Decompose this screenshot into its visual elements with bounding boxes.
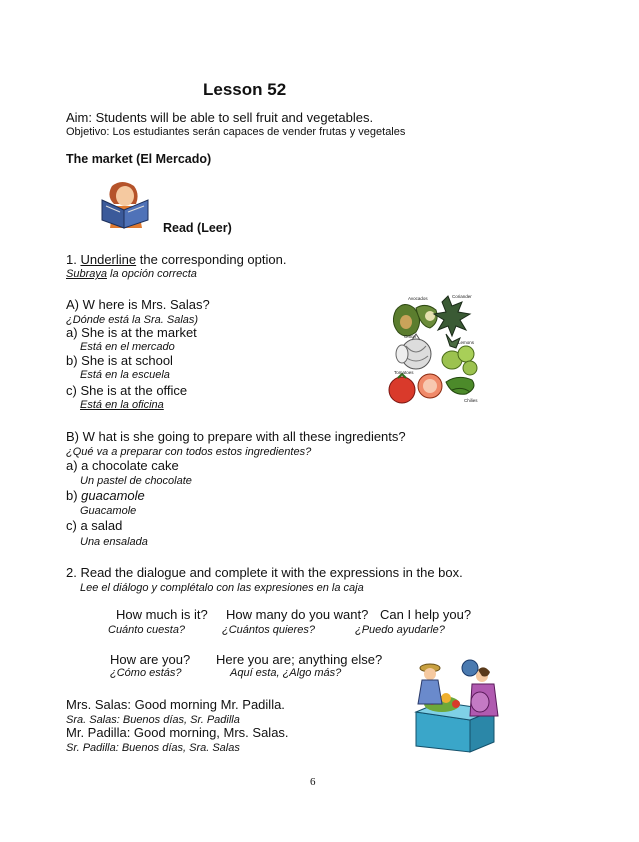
question-a: A) W here is Mrs. Salas?: [66, 297, 210, 312]
exercise2-instruction-es: Lee el diálogo y complétalo con las expresiones en la caja: [80, 582, 364, 594]
question-a-es: ¿Dónde está la Sra. Salas): [66, 314, 199, 326]
objective-text: Objetivo: Los estudiantes serán capaces de vender frutas y vegetales: [66, 126, 406, 138]
question-b-option-b-es: Guacamole: [80, 505, 137, 517]
exercise1-instruction-es: Subraya la opción correcta: [66, 268, 197, 280]
label-avocados: Avocados: [408, 296, 428, 301]
question-a-option-b: b) She is at school: [66, 353, 173, 368]
expression-how-are-you: How are you?: [110, 652, 191, 667]
read-label: Read (Leer): [163, 221, 232, 235]
dialogue-line-2-es: Sr. Padilla: Buenos días, Sra. Salas: [66, 742, 240, 754]
dialogue-line-1-es: Sra. Salas: Buenos días, Sr. Padilla: [66, 714, 240, 726]
label-lemons: Lemons: [458, 340, 475, 345]
question-a-option-a: a) She is at the market: [66, 325, 197, 340]
label-coriander: Coriander: [452, 294, 472, 299]
expression-here-you-are-es: Aquí esta, ¿Algo más?: [230, 667, 342, 679]
question-b-option-a-es: Un pastel de chocolate: [80, 475, 192, 487]
vegetables-illustration: [386, 290, 486, 412]
market-vendor-illustration: [412, 654, 502, 754]
label-onion: Onion: [404, 334, 417, 339]
question-a-option-c-es: Está en la oficina: [80, 399, 164, 411]
section-title: The market (El Mercado): [66, 152, 212, 166]
dialogue-line-2: Mr. Padilla: Good morning, Mrs. Salas.: [66, 725, 289, 740]
question-b: B) W hat is she going to prepare with all these ingredients?: [66, 429, 406, 444]
question-a-option-b-es: Está en la escuela: [80, 369, 170, 381]
lesson-title: Lesson 52: [203, 80, 287, 99]
expression-how-much: How much is it?: [116, 607, 208, 622]
question-b-option-b: b) guacamole: [66, 488, 145, 503]
question-b-es: ¿Qué va a preparar con todos estos ingredientes?: [66, 446, 312, 458]
question-b-option-c-es: Una ensalada: [80, 536, 148, 548]
exercise1-instruction: 1. Underline the corresponding option.: [66, 252, 287, 267]
aim-text: Aim: Students will be able to sell fruit and vegetables.: [66, 110, 374, 125]
question-b-option-c: c) a salad: [66, 518, 123, 533]
expression-how-many-es: ¿Cuántos quieres?: [222, 624, 315, 636]
expression-how-are-you-es: ¿Cómo estás?: [110, 667, 182, 679]
exercise2-instruction: 2. Read the dialogue and complete it with the expressions in the box.: [66, 565, 463, 580]
label-tomatoes: Tomatoes: [394, 370, 414, 375]
expression-can-i-help: Can I help you?: [380, 607, 472, 622]
question-a-option-c: c) She is at the office: [66, 383, 188, 398]
question-b-option-a: a) a chocolate cake: [66, 458, 179, 473]
expression-how-much-es: Cuánto cuesta?: [108, 624, 186, 636]
expression-here-you-are: Here you are; anything else?: [216, 652, 383, 667]
expression-can-i-help-es: ¿Puedo ayudarle?: [355, 624, 445, 636]
reading-girl-illustration: [98, 180, 156, 230]
expression-how-many: How many do you want?: [226, 607, 369, 622]
label-chilies: Chilies: [464, 398, 478, 403]
question-a-option-a-es: Está en el mercado: [80, 341, 175, 353]
page-number: 6: [310, 776, 316, 788]
dialogue-line-1: Mrs. Salas: Good morning Mr. Padilla.: [66, 697, 285, 712]
